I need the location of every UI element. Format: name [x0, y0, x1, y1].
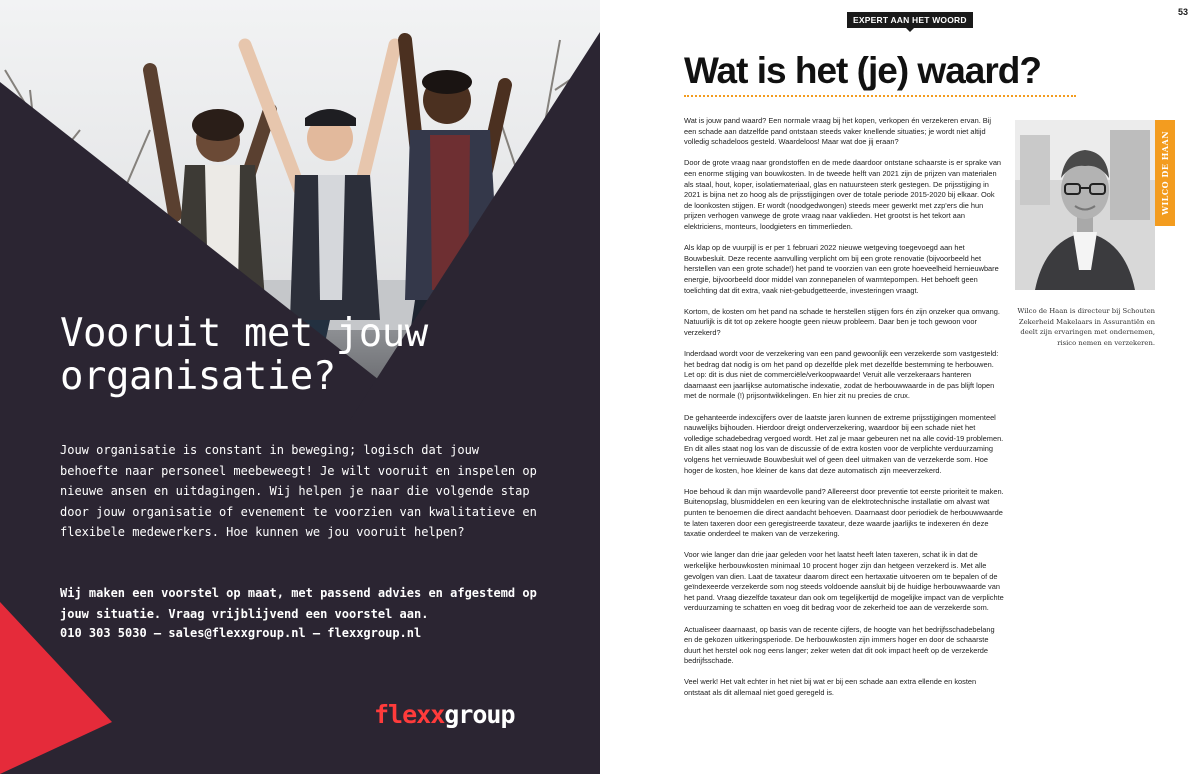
paragraph: Veel werk! Het valt echter in het niet bij wat er bij een schade aan extra ellende en kosten ontstaat als dit allemaal niet goed geregeld is.: [684, 677, 977, 698]
paragraph: Als klap op de vuurpijl is er per 1 februari 2022 nieuwe wetgeving toegevoegd aan het Bouwbesluit. Deze recente aanvulling verplicht om bij een grote renovatie (bijvoorbeeld het herstellen van een grote schade!) het pand te voorzien van een grote hoeveelheid hernieuwbare energie, bijvoorbeeld door middel van zonnepanelen of warmtepompen. Het behoeft geen toelichting dat dit extra, vaak niet-gebudgetteerde, investeringen vraagt.: [684, 243, 999, 295]
author-name: WILCO DE HAAN: [1160, 130, 1170, 216]
ad-headline: Vooruit met jouw organisatie?: [60, 311, 428, 399]
ad-body-text: Jouw organisatie is constant in beweging; logisch dat jouw behoefte naar personeel meebeweegt! Je wilt vooruit en inspelen op nieuwe ansen en uitdagingen. Wij helpen je naar die volgende stap door jouw organisatie of evenement te voorzien van kwalitatieve en flexibele medewerkers. Hoe kunnen we jou vooruit helpen?: [60, 443, 537, 539]
page-number: 53: [1177, 7, 1188, 17]
section-label: EXPERT AAN HET WOORD: [847, 12, 973, 28]
paragraph: Door de grote vraag naar grondstoffen en de mede daardoor ontstane schaarste is er sprake van een enorme stijging van bouwkosten. In de tweede helft van 2021 zijn de prijzen van materialen als staal, hout, koper, isolatiemateriaal, glas en natuursteen sterk gestegen. De prijsstijging in 2021 is bijna net zo hoog als de prijsstijgingen over de totale periode 2015-2020 bij elkaar. Ook de loonkosten stijgen. Er wordt (noodgedwongen) steeds meer gewerkt met zzp'ers die hun prijzen verhogen vanwege de grote vraag naar vaklieden. Het grootst is het tekort aan elektriciens, monteurs, loodgieters en timmerlieden.: [684, 158, 1002, 231]
paragraph: Inderdaad wordt voor de verzekering van een pand gewoonlijk een verzekerde som vastgesteld: het bedrag dat nodig is om het pand op dezelfde plek met dezelfde bestemming te herbouwen. Let op: dit is dus niet de commerciële/verkoopwaarde! Veruit alle verzekeraars hanteren daarnaast een jaarlijkse automatische indexatie, zodat de herbouwwaarde in de pas blijft lopen met de normale (!) prijsontwikkelingen. En hier zit nu precies de crux.: [684, 349, 999, 401]
article-body: [684, 116, 1004, 709]
paragraph: Kortom, de kosten om het pand na schade te herstellen stijgen fors én zijn onzeker qua omvang. Natuurlijk is dit tot op zekere hoogte geen nieuw probleem. Daar ben je toch gewoon voor verzekerd?: [684, 306, 1000, 337]
paragraph: Actualiseer daarnaast, op basis van de recente cijfers, de hoogte van het bedrijfsschadebelang en de gekozen uitkeringsperiode. De herbouwkosten zijn immers hoger en door de schaarste duurt het herstel ook nog eens langer; zeker weten dat dit ook impact heeft op de verzekerde bedrijfsschade.: [684, 624, 995, 666]
paragraph: Hoe behoud ik dan mijn waardevolle pand? Allereerst door preventie tot eerste prioriteit te maken. Buitenopslag, blusmiddelen en een keuring van de elektrotechnische installatie om alvast wat punten te benoemen die direct aandacht behoeven. Daarnaast door periodiek de herbouwwaarde te laten taxeren door een geregistreerde taxateur, deze waarde jaarlijks te indexeren én deze taxatie onderdeel te maken van de verzekering.: [684, 486, 1004, 539]
article-page: [600, 0, 1200, 774]
flexxgroup-logo: [374, 700, 515, 729]
ad-contact-line: 010 303 5030 – sales@flexxgroup.nl – flexxgroup.nl: [60, 626, 422, 640]
paragraph: Voor wie langer dan drie jaar geleden voor het laatst heeft laten taxeren, schat ik in dat de werkelijke herbouwkosten minimaal 10 procent hoger zijn dan hetgeen verzekerd is. Met alle gevolgen van dien. Laat de taxateur daarom direct een hertaxatie uitvoeren om te bepalen of de geïndexeerde verzekerde som nog steeds voldoende aansluit bij de huidige herbouwwaarde van het pand. Vraag diezelfde taxateur dan ook om tegelijkertijd de mogelijke impact van de verplichte verduurzaming te schatten en voeg dit bedrag voor de zekerheid toe aan de verzekerde som.: [684, 550, 1004, 613]
logo-part-group: group: [444, 700, 515, 729]
article-title: Wat is het (je) waard?: [684, 50, 1041, 91]
author-caption: Wilco de Haan is directeur bij Schouten Zekerheid Makelaars in Assurantiën en deelt zijn ervaringen met ondernemen, risico nemen en verzekeren.: [1017, 307, 1155, 347]
author-name-tab: [1155, 120, 1175, 226]
author-portrait: [1015, 120, 1155, 290]
ad-call-to-action: Wij maken een voorstel op maat, met passend advies en afgestemd op jouw situatie. Vraag vrijblijvend een voorstel aan.: [60, 586, 537, 621]
title-divider: [684, 95, 1076, 97]
paragraph: Wat is jouw pand waard? Een normale vraag bij het kopen, verkopen én verzekeren ervan. Bij een schade aan datzelfde pand ontstaan steeds vaker knellende situaties; je wordt niet altijd volledig schadeloos gesteld. Waardeloos! Maar wat doe jij eraan?: [684, 116, 992, 147]
logo-part-flexx: flexx: [374, 700, 445, 729]
paragraph: De gehanteerde indexcijfers over de laatste jaren kunnen de extreme prijsstijgingen momenteel nauwelijks bijhouden. Hierdoor dreigt onderverzekering, waardoor bij een schade niet het volledige schadebedrag vergoed wordt. Het zal je maar gebeuren net na alle covid-19 problemen. En dit alles staat nog los van de discussie of de extra kosten voor de verplichte verduurzaming volgens het vernieuwde Bouwbesluit wel of geen deel uitmaken van de verzekerde som. Hoe hoger de kosten, hoe kleiner de kans dat deze automatisch zijn meeverzekerd.: [684, 412, 1004, 475]
